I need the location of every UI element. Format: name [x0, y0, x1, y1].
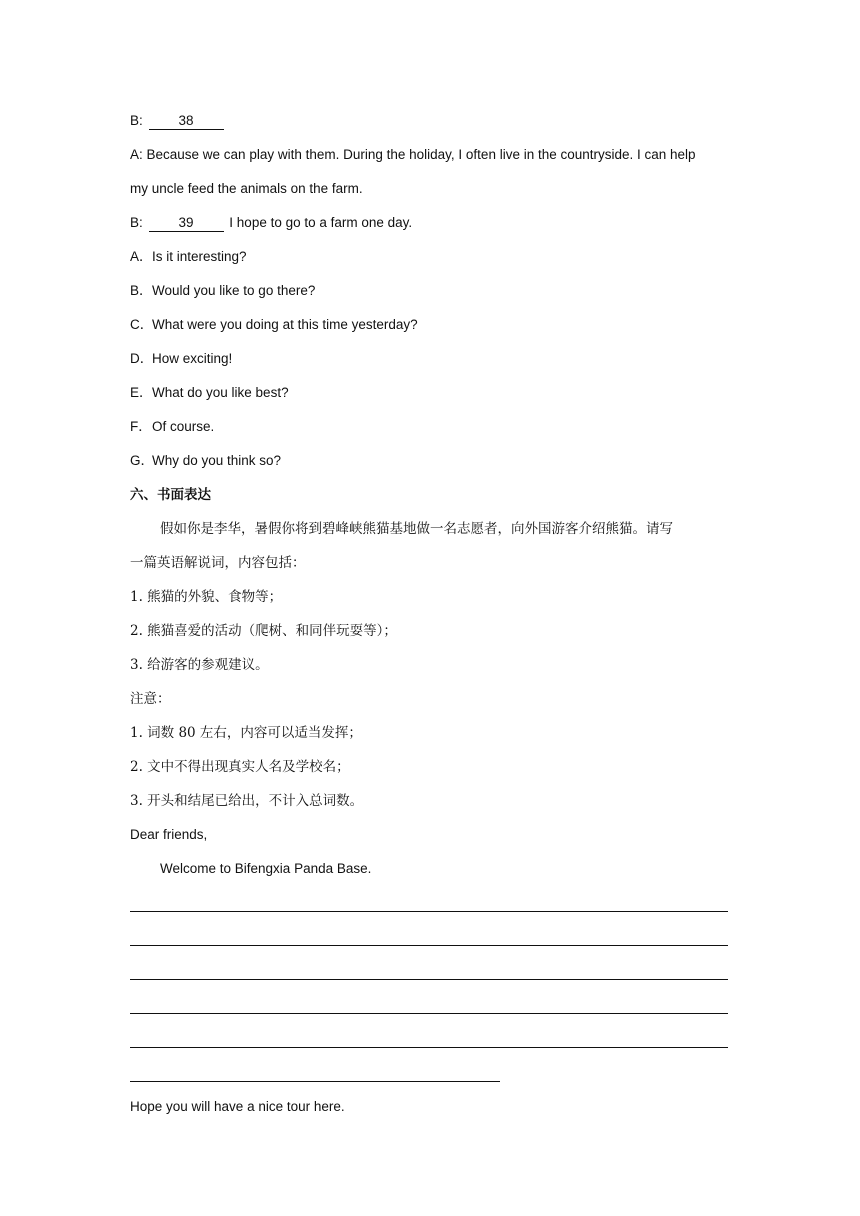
option-letter: D．: [130, 351, 154, 366]
writing-rule: [130, 945, 728, 946]
option-letter: F．: [130, 419, 152, 434]
dialogue-line-a-1: A: Because we can play with them. During the holiday, I often live in the countryside. I can help: [130, 147, 696, 162]
dialogue-text: I hope to go to a farm one day.: [229, 215, 413, 230]
option-c: [130, 308, 730, 342]
writing-rule: [130, 1081, 500, 1082]
option-letter: E．: [130, 385, 153, 400]
option-a: [130, 240, 730, 274]
writing-rule: [130, 1047, 728, 1048]
letter-opening: Welcome to Bifengxia Panda Base.: [160, 861, 372, 876]
content-point-1: 1. 熊猫的外貌、食物等；: [130, 589, 283, 605]
option-text: What do you like best?: [152, 385, 289, 400]
letter-greeting: Dear friends,: [130, 827, 208, 842]
option-text: Why do you think so?: [152, 453, 282, 468]
note-1: 1. 词数 80 左右，内容可以适当发挥；: [130, 725, 362, 741]
letter-closing: Hope you will have a nice tour here.: [130, 1099, 345, 1114]
notes-title: 注意：: [130, 691, 171, 707]
writing-line[interactable]: [130, 988, 730, 1022]
dialogue-line-b39: [130, 206, 730, 240]
option-g: [130, 444, 730, 478]
option-text: Is it interesting?: [152, 249, 247, 264]
dialogue-line-b38: [130, 104, 730, 138]
option-f: [130, 410, 730, 444]
speaker-label: B:: [130, 215, 143, 230]
option-e: [130, 376, 730, 410]
option-letter: A．: [130, 249, 153, 264]
note-2: 2. 文中不得出现真实人名及学校名；: [130, 759, 350, 775]
document-page: [130, 104, 730, 1124]
section-heading: 六、书面表达: [130, 487, 211, 503]
content-point-2: 2. 熊猫喜爱的活动（爬树、和同伴玩耍等）；: [130, 623, 397, 639]
speaker-label: B:: [130, 113, 143, 128]
option-b: [130, 274, 730, 308]
prompt-line-1: 假如你是李华，暑假你将到碧峰峡熊猫基地做一名志愿者，向外国游客介绍熊猫。请写: [160, 521, 673, 537]
note-3: 3. 开头和结尾已给出，不计入总词数。: [130, 793, 364, 809]
writing-rule: [130, 911, 728, 912]
option-text: How exciting!: [152, 351, 233, 366]
option-letter: B．: [130, 283, 153, 298]
answer-blank-39[interactable]: 39: [149, 215, 224, 232]
writing-line[interactable]: [130, 954, 730, 988]
option-text: What were you doing at this time yesterday?: [152, 317, 418, 332]
dialogue-line-a-2: my uncle feed the animals on the farm.: [130, 181, 363, 196]
option-letter: G．: [130, 453, 155, 468]
option-d: [130, 342, 730, 376]
prompt-line-2: 一篇英语解说词，内容包括：: [130, 555, 306, 571]
answer-blank-38[interactable]: 38: [149, 113, 224, 130]
writing-line[interactable]: [130, 920, 730, 954]
content-point-3: 3. 给游客的参观建议。: [130, 657, 269, 673]
option-letter: C．: [130, 317, 154, 332]
writing-line[interactable]: [130, 1022, 730, 1056]
writing-line[interactable]: [130, 1056, 730, 1090]
writing-rule: [130, 1013, 728, 1014]
option-text: Would you like to go there?: [152, 283, 316, 298]
option-text: Of course.: [152, 419, 215, 434]
writing-line[interactable]: [130, 886, 730, 920]
writing-rule: [130, 979, 728, 980]
